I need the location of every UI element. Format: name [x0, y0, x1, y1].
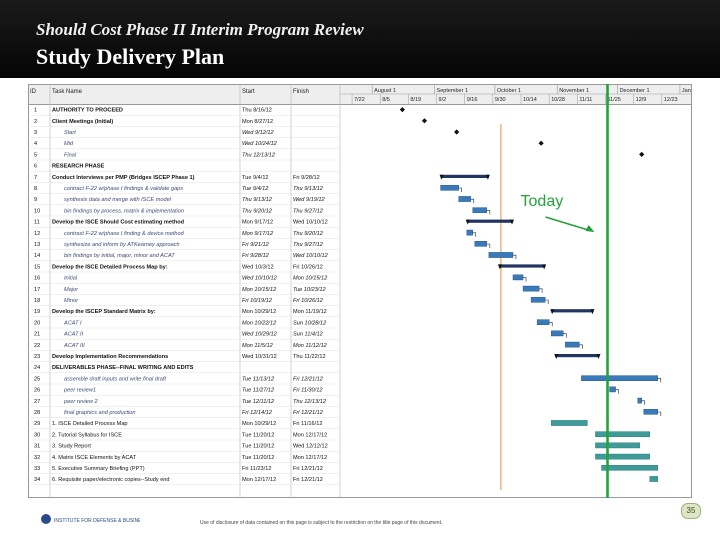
task-bar: [489, 252, 513, 257]
task-id: 20: [34, 320, 41, 327]
task-bar: [459, 196, 471, 201]
slide-title: Study Delivery Plan: [36, 44, 225, 69]
task-finish: Fri 10/26/12: [293, 264, 323, 271]
task-id: 27: [34, 398, 41, 405]
task-start: Mon 9/17/12: [242, 219, 274, 226]
task-start: Tue 11/13/12: [242, 376, 275, 383]
task-bar: [537, 320, 549, 325]
company-logo: [40, 512, 140, 526]
task-name: Conduct Interviews per PMP (Bridges ISCEP Phase 1): [52, 174, 195, 181]
task-start: Mon 11/5/12: [242, 342, 273, 349]
task-finish: Mon 11/12/12: [293, 342, 327, 349]
task-name: bin findings by process, matrix & implementation: [64, 208, 185, 215]
task-id: 24: [34, 365, 41, 372]
week-label: 11/25: [607, 97, 621, 103]
task-start: Fri 9/21/12: [242, 242, 269, 248]
task-name: contrast F-22 w/phase I finding & device method: [64, 230, 184, 237]
task-name: Major: [64, 286, 78, 293]
month-label: November 1: [559, 88, 590, 94]
task-bar: [473, 208, 487, 213]
task-name: Develop the ISCEP Standard Matrix by:: [52, 309, 156, 316]
task-bar: [638, 398, 642, 403]
task-name: peer review1: [64, 387, 97, 394]
task-start: Tue 12/11/12: [242, 398, 275, 405]
task-finish: Fri 9/28/12: [293, 174, 320, 181]
task-name: Develop the ISCE Detailed Process Map by:: [52, 264, 168, 271]
task-name: 1. ISCE Detailed Process Map: [52, 421, 128, 428]
task-id: 2: [34, 118, 38, 125]
deliverable-bar: [601, 465, 657, 470]
task-name: ACAT III: [64, 342, 85, 349]
summary-bar: [467, 220, 513, 223]
task-start: Fri 12/14/12: [242, 410, 272, 416]
month-label: October 1: [496, 88, 522, 94]
summary-bar: [499, 264, 545, 267]
task-id: 31: [34, 443, 41, 450]
slide-header: [0, 0, 720, 78]
disclosure-note: Use of disclosure of data contained on this page is subject to the restriction on the title page of this document.: [200, 520, 443, 526]
task-finish: Mon 11/19/12: [293, 309, 327, 316]
column-header: ID: [30, 89, 36, 95]
task-bar: [441, 185, 459, 190]
month-label: September 1: [436, 88, 469, 94]
task-bar: [513, 275, 523, 280]
task-name: RESEARCH PHASE: [52, 163, 105, 170]
task-finish: Thu 9/27/12: [293, 242, 323, 248]
task-finish: Wed 12/12/12: [293, 443, 328, 450]
task-id: 22: [34, 342, 41, 349]
task-id: 14: [34, 253, 41, 260]
week-label: 9/2: [438, 97, 447, 103]
task-id: 13: [34, 242, 41, 248]
task-start: Mon 10/22/12: [242, 320, 277, 327]
task-finish: Thu 9/20/12: [293, 230, 323, 237]
week-label: 12/23: [663, 97, 678, 103]
task-id: 4: [34, 141, 38, 148]
task-id: 3: [34, 130, 38, 136]
task-id: 21: [34, 331, 41, 338]
task-start: Thu 8/16/12: [242, 107, 272, 114]
task-name: Initial: [64, 275, 78, 282]
task-name: bin findings by initial, major, minor and ACAT: [64, 253, 175, 260]
task-name: Final: [64, 152, 77, 159]
deliverable-bar: [650, 476, 658, 481]
task-name: peer review 2: [64, 398, 98, 405]
task-id: 19: [34, 309, 41, 316]
task-finish: Sun 10/28/12: [293, 320, 327, 327]
logo-text: INSTITUTE FOR DEFENSE & BUSINESS: [54, 518, 140, 524]
today-label: Today: [520, 193, 564, 210]
week-label: 8/5: [382, 97, 390, 103]
task-start: Mon 8/27/12: [242, 118, 274, 125]
task-id: 26: [34, 387, 41, 394]
task-id: 15: [34, 264, 41, 271]
task-id: 33: [34, 466, 41, 472]
task-name: final graphics and production: [64, 410, 136, 416]
task-name: assemble draft inputs and write final draft: [64, 376, 166, 383]
task-start: Fri 9/28/12: [242, 253, 269, 260]
gantt-chart: [28, 84, 692, 498]
task-start: Wed 10/3/12: [242, 264, 274, 271]
task-finish: Fri 12/21/12: [293, 410, 323, 416]
task-start: Wed 10/10/12: [242, 275, 277, 282]
task-finish: Thu 12/13/12: [293, 398, 326, 405]
task-start: Wed 10/29/12: [242, 331, 277, 338]
gantt-frame: [29, 85, 692, 498]
task-name: Client Meetings (Initial): [52, 118, 114, 125]
summary-bar: [441, 175, 489, 178]
task-bar: [565, 342, 579, 347]
week-label: 12/9: [635, 97, 647, 103]
task-id: 7: [34, 174, 38, 181]
task-start: Tue 9/4/12: [242, 174, 269, 181]
task-id: 10: [34, 208, 41, 215]
month-label: Jan: [681, 88, 691, 94]
task-finish: Fri 10/26/12: [293, 298, 323, 304]
task-id: 6: [34, 163, 38, 170]
task-start: Tue 11/20/12: [242, 454, 275, 461]
task-finish: Fri 12/21/12: [293, 466, 323, 472]
task-finish: Tue 10/23/12: [293, 286, 326, 293]
task-bar: [581, 376, 657, 381]
week-label: 10/28: [551, 97, 565, 103]
page-number: 35: [681, 503, 701, 519]
week-label: 9/30: [494, 97, 506, 103]
task-id: 29: [34, 421, 41, 428]
gantt-svg: [28, 84, 692, 498]
task-id: 12: [34, 230, 41, 237]
task-name: synthesis data and merge with ISCE model: [64, 197, 171, 204]
task-finish: Thu 9/27/12: [293, 208, 323, 215]
task-start: Thu 9/20/12: [242, 208, 272, 215]
task-start: Mon 10/15/12: [242, 286, 277, 293]
month-label: December 1: [619, 88, 650, 94]
task-finish: Thu 11/22/12: [293, 354, 326, 360]
deliverable-bar: [595, 443, 639, 448]
task-start: Mon 9/17/12: [242, 230, 274, 237]
task-name: 4. Matrix ISCE Elements by ACAT: [52, 454, 137, 461]
task-finish: Fri 11/30/12: [293, 387, 323, 394]
task-start: Wed 9/12/12: [242, 130, 274, 136]
task-finish: Wed 10/10/12: [293, 219, 328, 226]
task-finish: Wed 10/10/12: [293, 253, 328, 260]
task-start: Thu 12/13/12: [242, 152, 275, 159]
task-name: DELIVERABLES PHASE--FINAL WRITING AND EDITS: [52, 365, 194, 372]
task-id: 30: [34, 432, 41, 439]
task-start: Thu 9/13/12: [242, 197, 272, 204]
task-id: 34: [34, 477, 41, 484]
week-label: 7/22: [354, 97, 365, 103]
task-finish: Fri 11/16/12: [293, 421, 323, 428]
task-id: 23: [34, 354, 41, 360]
task-finish: Thu 9/13/12: [293, 186, 323, 192]
task-name: synthesize and inform by ATKearney approach: [64, 242, 180, 248]
task-bar: [523, 286, 539, 291]
task-id: 18: [34, 298, 41, 304]
task-id: 1: [34, 107, 38, 114]
week-label: 11/11: [579, 97, 593, 103]
column-header: Start: [242, 89, 255, 95]
task-start: Wed 10/24/12: [242, 141, 277, 148]
task-finish: Wed 9/19/12: [293, 197, 325, 204]
task-name: 5. Executive Summary Briefing (PPT): [52, 466, 145, 472]
task-name: contract F-22 w/phase I findings & validate gaps: [64, 186, 184, 192]
deliverable-bar: [595, 454, 649, 459]
task-name: ACAT I: [64, 320, 82, 327]
deliverable-bar: [551, 420, 587, 425]
task-id: 32: [34, 454, 41, 461]
task-name: ACAT II: [64, 331, 84, 338]
summary-bar: [551, 309, 593, 312]
task-start: Fri 10/19/12: [242, 298, 272, 304]
task-id: 5: [34, 152, 38, 159]
summary-bar: [555, 354, 599, 357]
deliverable-bar: [595, 432, 649, 437]
task-start: Tue 11/20/12: [242, 443, 275, 450]
task-bar: [551, 331, 563, 336]
task-id: 9: [34, 197, 38, 204]
task-name: Mid: [64, 141, 74, 148]
column-header: Finish: [293, 89, 310, 95]
task-id: 28: [34, 410, 41, 416]
week-label: 9/16: [466, 97, 478, 103]
task-bar: [467, 230, 473, 235]
task-name: 2. Tutorial Syllabus for ISCE: [52, 432, 122, 439]
task-start: Tue 11/20/12: [242, 432, 275, 439]
task-id: 8: [34, 186, 38, 192]
task-id: 17: [34, 286, 41, 293]
task-finish: Fri 12/21/12: [293, 477, 323, 484]
task-start: Mon 10/29/12: [242, 309, 277, 316]
task-bar: [644, 409, 658, 414]
month-label: August 1: [374, 88, 396, 94]
task-name: Minor: [64, 298, 78, 304]
task-bar: [475, 241, 487, 246]
task-start: Mon 12/17/12: [242, 477, 277, 484]
week-label: 10/14: [523, 97, 537, 103]
task-bar: [531, 297, 545, 302]
task-finish: Fri 12/21/12: [293, 376, 323, 383]
task-start: Tue 9/4/12: [242, 186, 269, 192]
task-name: Start: [64, 130, 76, 136]
task-id: 16: [34, 275, 41, 282]
week-label: 8/19: [410, 97, 422, 103]
task-finish: Mon 12/17/12: [293, 454, 328, 461]
task-bar: [610, 387, 616, 392]
task-name: 3. Study Report: [52, 443, 91, 450]
task-id: 25: [34, 376, 41, 383]
task-finish: Mon 12/17/12: [293, 432, 328, 439]
task-name: 6. Requisite paper/electronic copies--Study end: [52, 477, 170, 484]
task-name: AUTHORITY TO PROCEED: [52, 107, 123, 114]
task-finish: Sun 11/4/12: [293, 331, 323, 338]
task-start: Mon 10/29/12: [242, 421, 277, 428]
task-start: Tue 11/27/12: [242, 387, 275, 394]
task-id: 11: [34, 219, 40, 226]
logo-mark-icon: [40, 512, 140, 526]
task-name: Develop the ISCE Should Cost estimating method: [52, 219, 185, 226]
slide-subtitle: Should Cost Phase II Interim Program Review: [36, 20, 364, 39]
task-start: Fri 11/23/12: [242, 466, 272, 472]
task-name: Develop Implementation Recommendations: [52, 354, 169, 360]
column-header: Task Name: [52, 89, 83, 95]
task-start: Wed 10/31/12: [242, 354, 277, 360]
task-finish: Mon 10/15/12: [293, 275, 328, 282]
